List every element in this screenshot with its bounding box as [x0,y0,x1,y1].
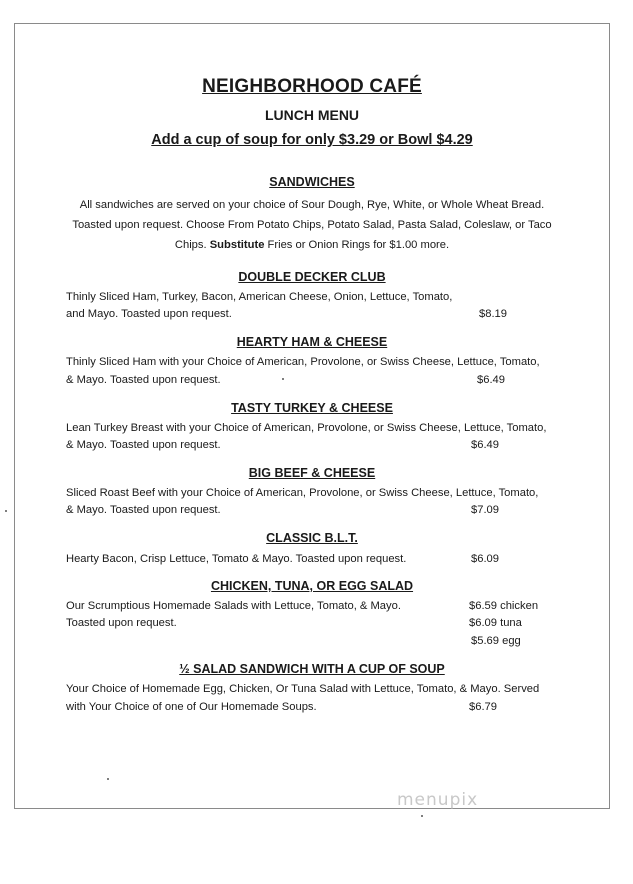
item-description-line: Hearty Bacon, Crisp Lettuce, Tomato & Mayo. Toasted upon request. [66,553,407,565]
item-description-line: Toasted upon request. [66,617,177,629]
restaurant-name: NEIGHBORHOOD CAFÉ [202,76,422,97]
item-name: ½ SALAD SANDWICH WITH A CUP OF SOUP [179,662,445,676]
item-description-line: Thinly Sliced Ham, Turkey, Bacon, American Cheese, Onion, Lettuce, Tomato, [66,291,453,303]
item-price: $6.49 [477,374,505,386]
intro-line: Toasted upon request. Choose From Potato Chips, Potato Salad, Pasta Salad, Coleslaw, or Taco [72,219,552,231]
item-description-line: Your Choice of Homemade Egg, Chicken, Or Tuna Salad with Lettuce, Tomato, & Mayo. Served [66,683,540,695]
scan-speck [107,778,109,780]
item-price: $6.49 [471,439,499,451]
item-price: $8.19 [479,308,507,320]
item-name: BIG BEEF & CHEESE [248,466,376,480]
item-price: $7.09 [471,504,499,516]
item-description-line: & Mayo. Toasted upon request. [66,374,221,386]
item-name: DOUBLE DECKER CLUB [238,270,386,284]
item-price: $6.79 [469,701,497,713]
item-price: $6.09 [471,553,499,565]
item-name: CHICKEN, TUNA, OR EGG SALAD [210,579,414,593]
menu-subtitle: LUNCH MENU [264,107,360,123]
sandwiches-intro [14,195,610,255]
item-description-line: with Your Choice of one of Our Homemade Soups. [66,701,317,713]
soup-offer: Add a cup of soup for only $3.29 or Bowl $4.29 [151,132,473,148]
item-description-line: & Mayo. Toasted upon request. [66,439,221,451]
substitute-label: Substitute [209,239,265,251]
item-description-line: Thinly Sliced Ham with your Choice of American, Provolone, or Swiss Cheese, Lettuce, Tomato, [66,356,540,368]
item-price: $6.09 tuna [469,617,522,629]
item-name: TASTY TURKEY & CHEESE [231,401,393,415]
item-description-line: Our Scrumptious Homemade Salads with Lettuce, Tomato, & Mayo. [66,600,401,612]
sandwiches-heading: SANDWICHES [269,175,355,189]
scan-speck [421,815,423,817]
watermark-logo: menupix [397,790,479,810]
item-description-line: and Mayo. Toasted upon request. [66,308,232,320]
item-name: HEARTY HAM & CHEESE [236,335,388,349]
item-description-line: Lean Turkey Breast with your Choice of American, Provolone, or Swiss Cheese, Lettuce, Tomato, [66,422,547,434]
item-name: CLASSIC B.L.T. [266,531,358,545]
item-description-line: Sliced Roast Beef with your Choice of American, Provolone, or Swiss Cheese, Lettuce, Tomato, [66,487,539,499]
intro-line: All sandwiches are served on your choice of Sour Dough, Rye, White, or Whole Wheat Bread. [79,199,545,211]
item-price: $5.69 egg [471,635,521,647]
scan-speck [282,378,284,380]
intro-line [14,235,610,255]
scan-speck [5,510,7,512]
item-description-line: & Mayo. Toasted upon request. [66,504,221,516]
intro-line-start: Chips. [174,239,207,251]
item-price: $6.59 chicken [469,600,539,612]
substitute-text: Fries or Onion Rings for $1.00 more. [264,239,450,251]
